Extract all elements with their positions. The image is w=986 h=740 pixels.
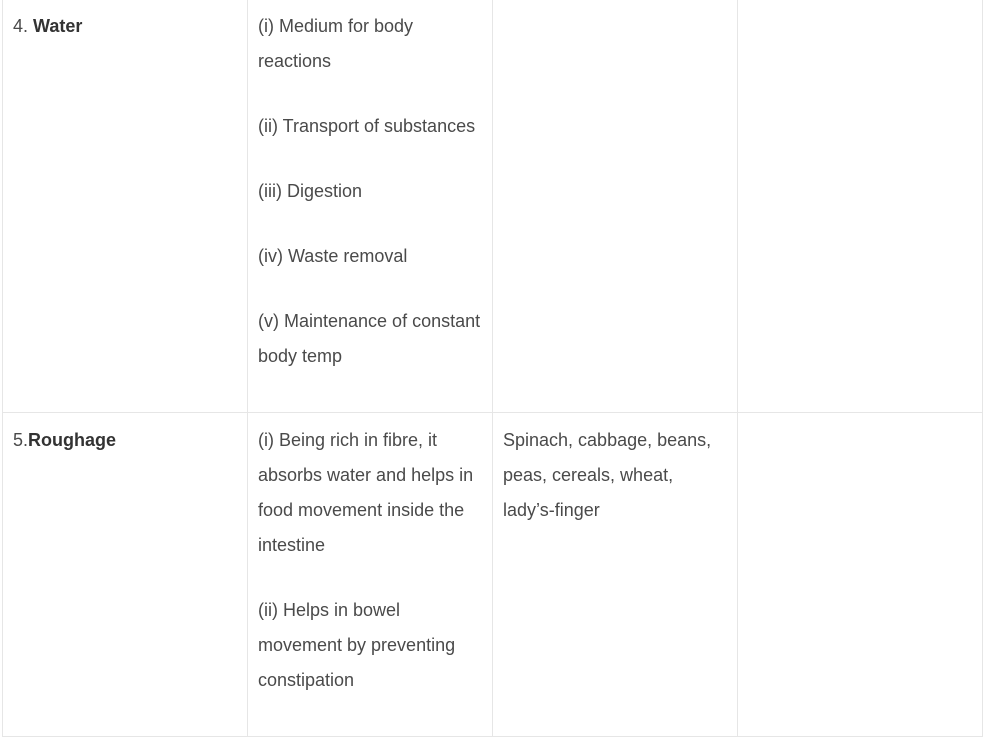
function-item: (iv) Waste removal (258, 246, 408, 266)
deficiency-cell (738, 413, 983, 737)
nutrient-name-cell (3, 413, 248, 737)
function-item: (i) Being rich in fibre, it absorbs water and helps in food movement inside the intestine (258, 430, 474, 555)
function-item: (ii) Transport of substances (258, 116, 476, 136)
nutrient-name: Roughage (28, 430, 117, 450)
sources-cell (493, 413, 738, 737)
sources-text: Spinach, cabbage, beans, peas, cereals, wheat, lady’s-finger (503, 430, 712, 520)
nutrient-number: 4. (13, 16, 34, 36)
function-item: (i) Medium for body reactions (258, 16, 414, 71)
functions-cell (248, 413, 493, 737)
deficiency-cell (738, 0, 983, 413)
function-item: (ii) Helps in bowel movement by preventing constipation (258, 600, 456, 690)
nutrient-name-cell (3, 0, 248, 413)
functions-cell (248, 0, 493, 413)
table-row (3, 0, 983, 413)
function-item: (v) Maintenance of constant body temp (258, 311, 481, 366)
sources-cell (493, 0, 738, 413)
nutrients-table (2, 0, 983, 737)
nutrient-number: 5. (13, 430, 29, 450)
nutrient-name: Water (33, 16, 83, 36)
table-row (3, 413, 983, 737)
function-item: (iii) Digestion (258, 181, 363, 201)
